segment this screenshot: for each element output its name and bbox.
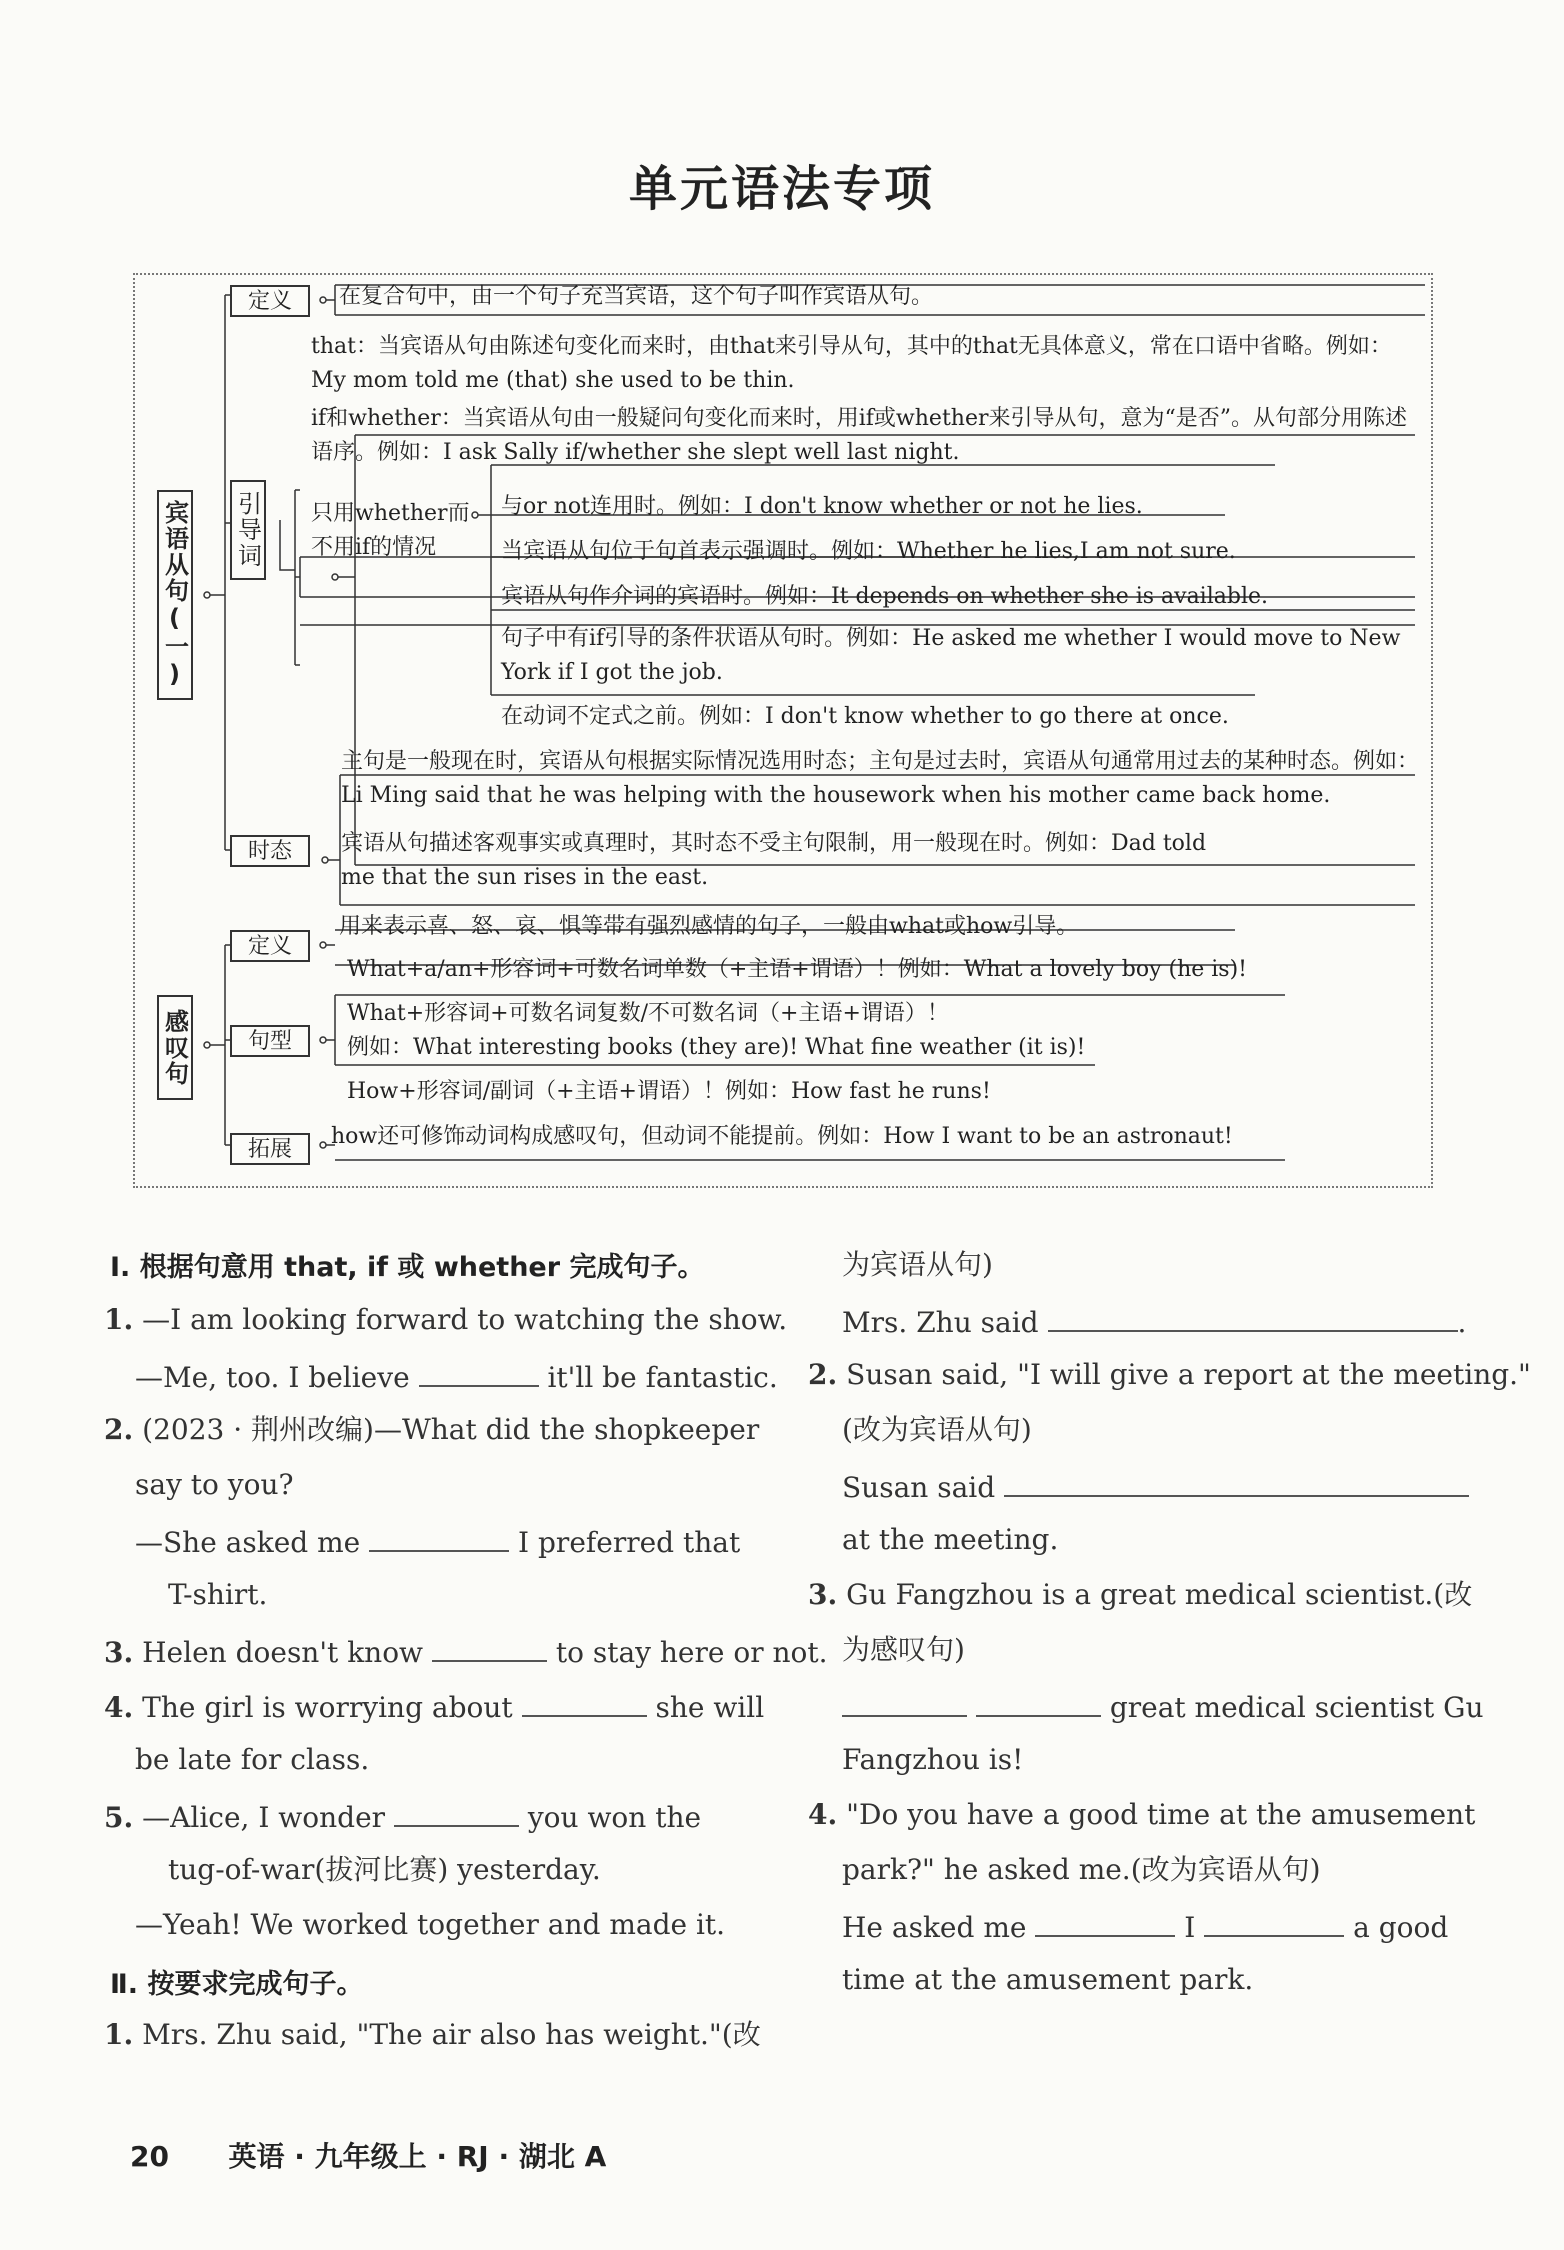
q1-line-b: —Me, too. I believe it'll be fantastic.: [135, 1355, 778, 1398]
page-title: 单元语法专项: [628, 161, 935, 217]
if-whether-text: if和whether：当宾语从句由一般疑问句变化而来时，用if或whether来引导从句，意为“是否”。从句部分用陈述语序。例如：I ask Sally if/whether she slept well last night.: [311, 406, 1407, 465]
grammar-mind-map: [133, 273, 1433, 1188]
q2-line-a: 2. (2023 · 荆州改编)—What did the shopkeeper: [104, 1413, 760, 1446]
extension-text: how还可修饰动词构成感叹句，但动词不能提前。例如：How I want to be an astronaut!: [331, 1124, 1233, 1149]
s3-line-b: 为感叹句): [842, 1633, 965, 1666]
s4-line-c: He asked me I a good: [842, 1905, 1448, 1948]
s1-line-c: Mrs. Zhu said .: [842, 1300, 1466, 1343]
q1-line-a: 1. —I am looking forward to watching the show.: [104, 1303, 788, 1336]
s3-line-d: Fangzhou is!: [842, 1743, 1024, 1776]
s3-line-c: great medical scientist Gu: [842, 1685, 1484, 1728]
s3-blank-1[interactable]: [842, 1685, 967, 1717]
s4-line-d: time at the amusement park.: [842, 1963, 1254, 1996]
that-text: that：当宾语从句由陈述句变化而来时，由that来引导从句，其中的that无具体意义，常在口语中省略。例如：My mom told me (that) she used to be thin.: [311, 334, 1392, 393]
pattern-1: What+a/an+形容词+可数名词单数（+主语+谓语）！例如：What a lovely boy (he is)!: [347, 957, 1248, 982]
s2-line-b: (改为宾语从句): [842, 1413, 1032, 1446]
q5-line-c: —Yeah! We worked together and made it.: [135, 1908, 726, 1941]
s4-line-b: park?" he asked me.(改为宾语从句): [842, 1853, 1321, 1886]
q4-line-b: be late for class.: [135, 1743, 370, 1776]
s3-line-a: 3. Gu Fangzhou is a great medical scientist.(改: [808, 1578, 1473, 1611]
q5-blank[interactable]: [394, 1795, 519, 1827]
root-exclamation: 感叹句: [157, 995, 193, 1100]
branch-tense: 时态: [230, 835, 310, 867]
branch-introducer: 引导词: [230, 480, 266, 580]
q5-line-b: tug-of-war(拔河比赛) yesterday.: [168, 1853, 601, 1886]
tense-rule-2: 宾语从句描述客观事实或真理时，其时态不受主句限制，用一般现在时。例如：Dad told me that the sun rises in the east.: [341, 831, 1207, 890]
pattern-2b: 例如：What interesting books (they are)! What fine weather (it is)!: [347, 1035, 1086, 1060]
page-number: 20: [130, 2140, 169, 2173]
only-whether-label: 只用whether而不用if的情况: [311, 501, 470, 560]
s1-line-b: 为宾语从句): [842, 1248, 993, 1281]
q2-blank[interactable]: [369, 1520, 509, 1552]
s4-blank-1[interactable]: [1035, 1905, 1175, 1937]
branch-pattern: 句型: [230, 1025, 310, 1057]
tense-rule-1: 主句是一般现在时，宾语从句根据实际情况选用时态；主句是过去时，宾语从句通常用过去的某种时态。例如：Li Ming said that he was helping with the housework when his mother came back home.: [341, 749, 1420, 808]
q2-line-d: T-shirt.: [168, 1578, 268, 1611]
whether-rule-3: 宾语从句作介词的宾语时。例如：It depends on whether she is available.: [501, 584, 1269, 609]
root-object-clause: 宾语从句(一): [157, 490, 193, 700]
s1-line-a: 1. Mrs. Zhu said, "The air also has weight."(改: [104, 2018, 761, 2051]
q2-line-b: say to you?: [135, 1468, 294, 1501]
page-footer: [130, 2135, 606, 2175]
whether-rule-2: 当宾语从句位于句首表示强调时。例如：Whether he lies,I am not sure.: [501, 539, 1236, 564]
q1-blank[interactable]: [419, 1355, 539, 1387]
q4-line-a: 4. The girl is worrying about she will: [104, 1685, 764, 1728]
s4-line-a: 4. "Do you have a good time at the amusement: [808, 1798, 1476, 1831]
pattern-2a: What+形容词+可数名词复数/不可数名词（+主语+谓语）！: [347, 1001, 949, 1026]
q5-line-a: 5. —Alice, I wonder you won the: [104, 1795, 701, 1838]
section-2-heading: Ⅱ. 按要求完成句子。: [110, 1969, 364, 2000]
q3-blank[interactable]: [432, 1630, 547, 1662]
definition-text: 在复合句中，由一个句子充当宾语，这个句子叫作宾语从句。: [339, 284, 934, 309]
section-1-heading: Ⅰ. 根据句意用 that, if 或 whether 完成句子。: [110, 1252, 705, 1283]
q2-line-c: —She asked me I preferred that: [135, 1520, 740, 1563]
book-info: 英语 · 九年级上 · RJ · 湖北 A: [228, 2140, 607, 2173]
s1-blank[interactable]: [1048, 1300, 1458, 1332]
s3-blank-2[interactable]: [976, 1685, 1101, 1717]
branch-definition: 定义: [230, 285, 310, 317]
branch-extension: 拓展: [230, 1133, 310, 1165]
branch-definition-2: 定义: [230, 930, 310, 962]
q4-blank[interactable]: [522, 1685, 647, 1717]
whether-rule-5: 在动词不定式之前。例如：I don't know whether to go there at once.: [501, 704, 1229, 729]
whether-rule-1: 与or not连用时。例如：I don't know whether or not he lies.: [501, 494, 1143, 519]
exclamation-definition: 用来表示喜、怒、哀、惧等带有强烈感情的句子，一般由what或how引导。: [339, 914, 1079, 939]
pattern-3: How+形容词/副词（+主语+谓语）！例如：How fast he runs!: [347, 1079, 991, 1104]
s2-line-c: Susan said: [842, 1465, 1469, 1508]
s2-blank[interactable]: [1004, 1465, 1469, 1497]
s2-line-d: at the meeting.: [842, 1523, 1059, 1556]
whether-rule-4: 句子中有if引导的条件状语从句时。例如：He asked me whether I would move to New York if I got the job.: [501, 626, 1401, 685]
s4-blank-2[interactable]: [1204, 1905, 1344, 1937]
q3-line: 3. Helen doesn't know to stay here or not.: [104, 1630, 828, 1673]
s2-line-a: 2. Susan said, "I will give a report at the meeting.": [808, 1358, 1531, 1391]
